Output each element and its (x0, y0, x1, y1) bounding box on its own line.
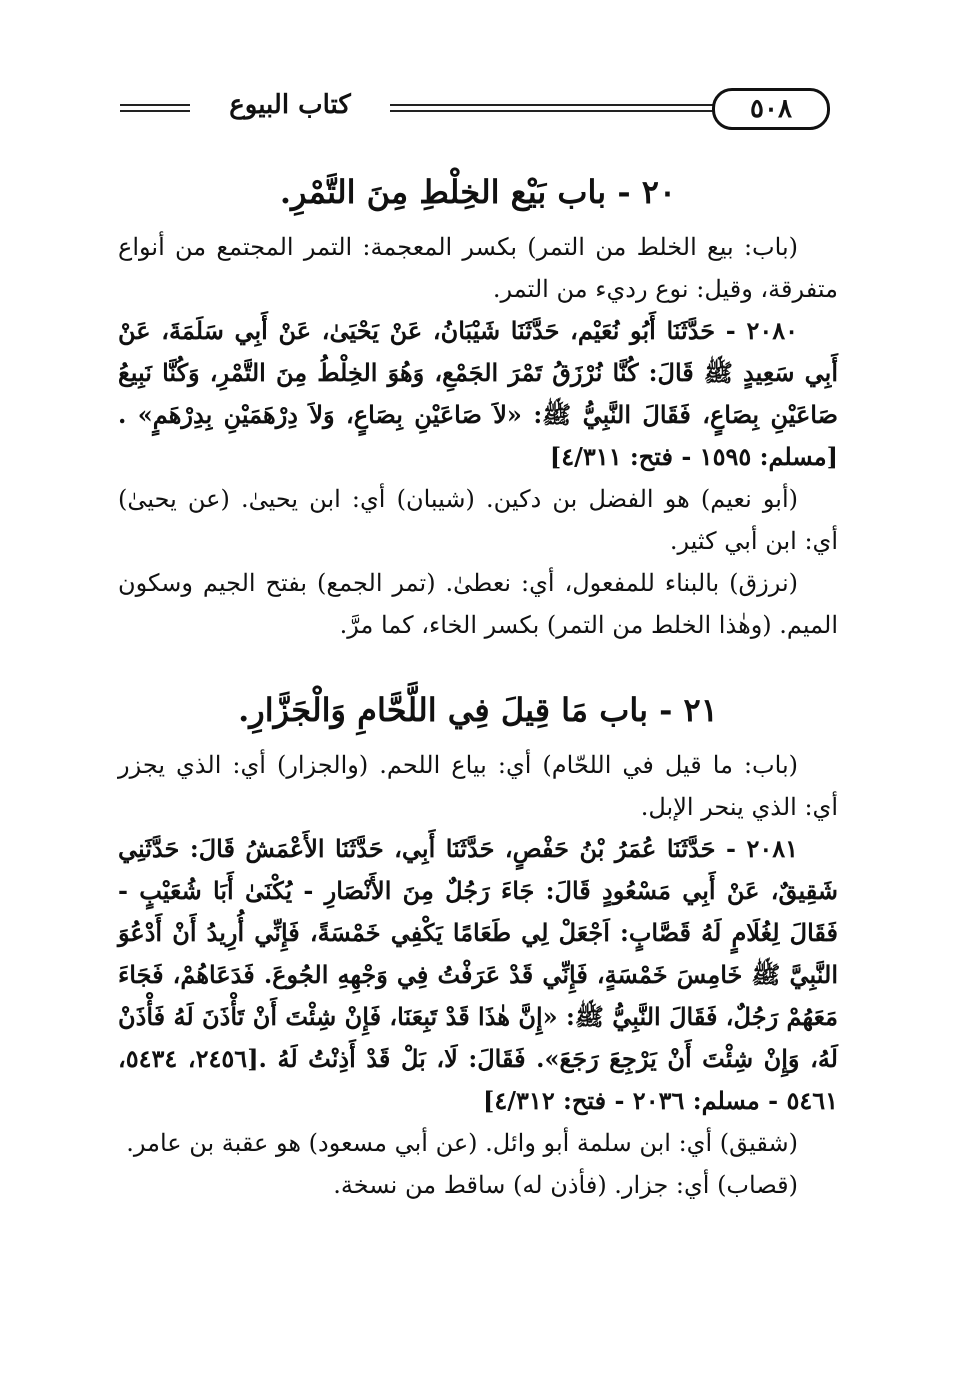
section-21-explanation: (باب: ما قيل في اللحّام) أي: بياع اللحم. (والجزار) أي: الذي يجزر أي: الذي ينحر الإبل. (118, 751, 838, 821)
hadith-2081: ٢٠٨١ - حَدَّثَنَا عُمَرُ بْنُ حَفْصٍ، حَدَّثَنَا أَبِي، حَدَّثَنَا الأَعْمَشُ قَالَ: حَدَّثَنِي شَقِيقٌ، عَنْ أَبِي مَسْعُودٍ قَالَ: جَاءَ رَجُلٌ مِنَ الأَنْصَارِ - يُكْنَىٰ أَبَا شُعَيْبٍ - فَقَالَ لِغُلَامٍ لَهُ قَصَّابٍ: اَجْعَلْ لِي طَعَامًا يَكْفِي خَمْسَةً، فَإِنِّي أُرِيدُ أَنْ أَدْعُوَ النَّبِيَّ ﷺ خَامِسَ خَمْسَةٍ، فَإِنِّي قَدْ عَرَفْتُ فِي وَجْهِهِ الجُوعَ. فَدَعَاهُمْ، فَجَاءَ مَعَهُمْ رَجُلٌ، فَقَالَ النَّبِيُّ ﷺ: «إِنَّ هٰذَا قَدْ تَبِعَنَا، فَإِنْ شِئْتَ أَنْ تَأْذَنَ لَهُ فَأْذَنْ لَهُ، وَإِنْ شِئْتَ أَنْ يَرْجِعَ رَجَعَ». فَقَالَ: لَا، بَلْ قَدْ أَذِنْتُ لَهُ .[٢٤٥٦، ٥٤٣٤، ٥٤٦١ - مسلم: ٢٠٣٦ - فتح: ٤/٣١٢] (118, 834, 838, 1115)
book-title: كتاب البيوع (229, 90, 351, 120)
section-20-note-2: (نرزق) بالبناء للمفعول، أي: نعطىٰ. (تمر الجمع) بفتح الجيم وسكون الميم. (وهٰذا الخلط من التمر) بكسر الخاء، كما مرَّ. (118, 569, 838, 639)
section-20-note-1: (أبو نعيم) هو الفضل بن دكين. (شيبان) أي: ابن يحيىٰ. (عن يحيىٰ) أي: ابن أبي كثير. (118, 485, 838, 555)
section-heading-20: ٢٠ - باب بَيْع الخِلْطِ مِنَ التَّمْرِ. (279, 173, 677, 211)
header-rule-left (120, 104, 190, 112)
section-21-note-2: (قصاب) أي: جزار. (فأذن له) ساقط من نسخة. (333, 1171, 798, 1199)
page-header (120, 88, 836, 128)
section-heading-21: ٢١ - باب مَا قِيلَ فِي اللَّحَّامِ وَالْجَزَّارِ. (238, 691, 718, 729)
section-gap (118, 646, 838, 686)
page-number: ٥٠٨ (712, 88, 830, 130)
section-20-explanation: (باب: بيع الخلط من التمر) بكسر المعجمة: التمر المجتمع من أنواع متفرقة، وقيل: نوع رديء من التمر. (118, 233, 838, 303)
hadith-2080: ٢٠٨٠ - حَدَّثَنَا أَبُو نُعَيْم، حَدَّثَنَا شَيْبَانُ، عَنْ يَحْيَىٰ، عَنْ أَبِي سَلَمَةَ، عَنْ أَبِي سَعِيدٍ ﷺ قَالَ: كُنَّا نُرْزَقُ تَمْرَ الجَمْعِ، وَهُوَ الخِلْطُ مِنَ التَّمْرِ، وَكُنَّا نَبِيعُ صَاعَيْنِ بِصَاعٍ، فَقَالَ النَّبِيُّ ﷺ: «لاَ صَاعَيْنِ بِصَاعٍ، وَلاَ دِرْهَمَيْنِ بِدِرْهَمٍ» . [مسلم: ١٥٩٥ - فتح: ٤/٣١١] (118, 316, 838, 471)
section-21-note-1: (شقيق) أي: ابن سلمة أبو وائل. (عن أبي مسعود) هو عقبة بن عامر. (126, 1129, 798, 1157)
page-body (118, 168, 838, 1206)
